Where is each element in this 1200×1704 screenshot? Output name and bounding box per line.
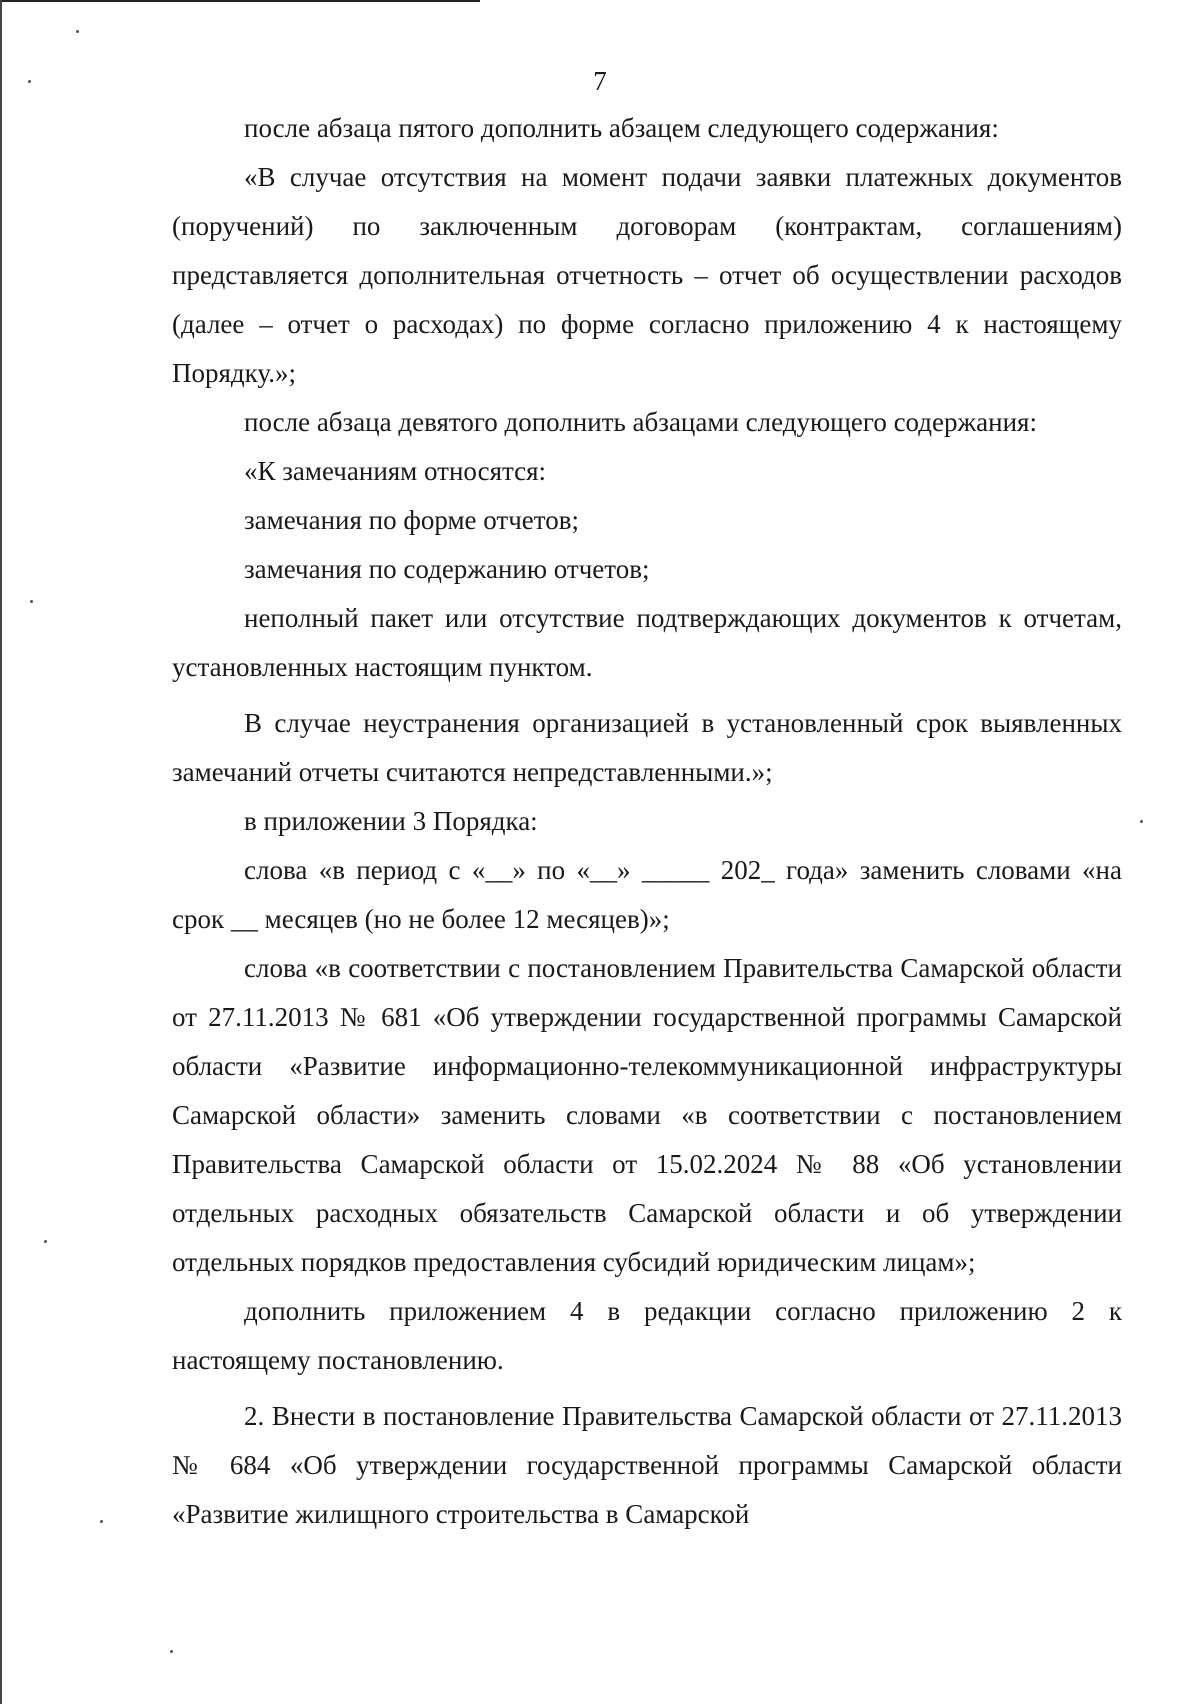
scan-left-edge [0, 0, 2, 1704]
scan-speck [76, 30, 79, 33]
scan-speck [28, 80, 31, 83]
paragraph-item-2: 2. Внести в постановление Правительства Самарской области от 27.11.2013 № 684 «Об утверждении государственной программы Самарской области «Развитие жилищного строительства в Самарской [172, 1401, 1122, 1529]
paragraph-quote-payment-docs: «В случае отсутствия на момент подачи заявки платежных документов (поручений) по заключенным договорам (контрактам, соглашениям) представляется дополнительная отчетность – отчет об осуществлении расходов (далее – отчет о расходах) по форме согласно приложению 4 к настоящему Порядку.»; [172, 162, 1122, 388]
document-body [172, 104, 1122, 1539]
paragraph-add-appendix-4: дополнить приложением 4 в редакции согласно приложению 2 к настоящему постановлению. [172, 1296, 1122, 1375]
paragraph-intro-5: после абзаца пятого дополнить абзацем следующего содержания: [244, 113, 999, 143]
paragraph-remarks-heading: «К замечаниям относятся: [244, 456, 547, 486]
paragraph-appendix-3: в приложении 3 Порядка: [244, 806, 538, 836]
paragraph-intro-9: после абзаца девятого дополнить абзацами следующего содержания: [244, 407, 1037, 437]
scan-speck [1140, 820, 1143, 823]
paragraph-non-elimination: В случае неустранения организацией в установленный срок выявленных замечаний отчеты считаются непредставленными.»; [172, 708, 1122, 787]
scan-speck [44, 1240, 47, 1243]
scan-speck [170, 1650, 173, 1653]
scan-speck [100, 1520, 103, 1523]
paragraph-words-period: слова «в период с «__» по «__» _____ 202_ года» заменить словами «на срок __ месяцев (но не более 12 месяцев)»; [172, 855, 1122, 934]
scan-speck [30, 600, 33, 603]
paragraph-words-resolution: слова «в соответствии с постановлением Правительства Самарской области от 27.11.2013 № 681 «Об утверждении государственной программы Самарской области «Развитие информационно-телекоммуникационной инфраструктуры Самарской области» заменить словами «в соответствии с постановлением Правительства Самарской области от 15.02.2024 № 88 «Об установлении отдельных расходных обязательств Самарской области и об утверждении отдельных порядков предоставления субсидий юридическим лицам»; [172, 953, 1122, 1277]
scan-top-rule [0, 0, 480, 2]
paragraph-remark-content: замечания по содержанию отчетов; [244, 554, 650, 584]
paragraph-remark-form: замечания по форме отчетов; [244, 505, 579, 535]
page-number: 7 [593, 66, 607, 96]
paragraph-remark-package: неполный пакет или отсутствие подтверждающих документов к отчетам, установленных настоящим пунктом. [172, 603, 1122, 682]
